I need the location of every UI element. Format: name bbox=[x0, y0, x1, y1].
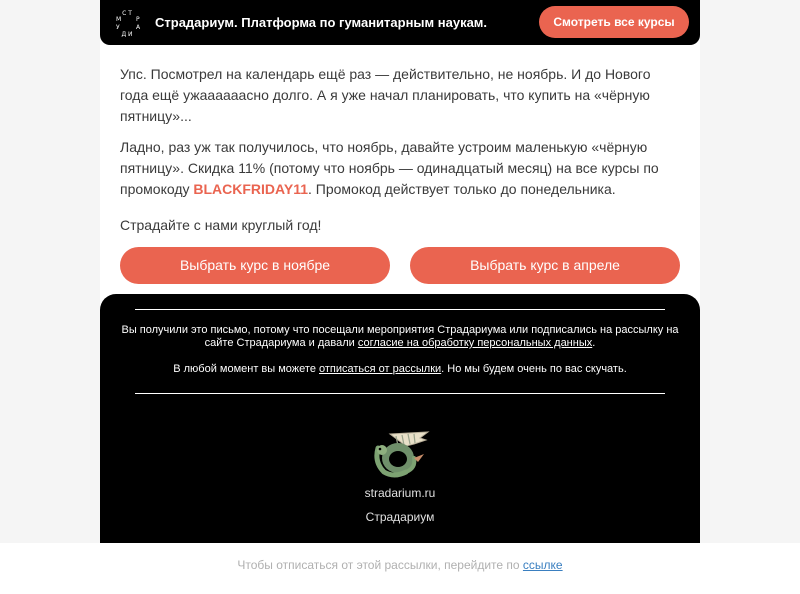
choose-course-november-button[interactable]: Выбрать курс в ноябре bbox=[120, 247, 390, 284]
paragraph-2 bbox=[120, 137, 680, 200]
email-body bbox=[120, 64, 680, 236]
svg-text:М: М bbox=[116, 16, 122, 23]
unsubscribe-notice-end: . Но мы будем очень по вас скучать. bbox=[441, 363, 627, 375]
dragon-icon bbox=[368, 428, 432, 480]
svg-text:С Т: С Т bbox=[122, 10, 132, 17]
stradarium-logo-icon[interactable] bbox=[112, 8, 142, 38]
bottom-unsubscribe-text: Чтобы отписаться от этой рассылки, перейдите по bbox=[237, 558, 523, 572]
svg-text:У: У bbox=[116, 24, 120, 31]
footer-divider bbox=[135, 309, 665, 310]
choose-course-april-button[interactable]: Выбрать курс в апреле bbox=[410, 247, 680, 284]
email-container bbox=[100, 0, 700, 543]
paragraph-2-text: Ладно, раз уж так получилось, что ноябрь, давайте устроим маленькую «чёрную пятницу». Скидка 11% (потому что ноябрь — одинадцатый месяц) на все курсы по промокоду bbox=[120, 139, 659, 197]
unsubscribe-notice bbox=[115, 363, 685, 376]
brand-title: Страдариум. Платформа по гуманитарным наукам. bbox=[155, 15, 488, 30]
paragraph-2-tail: . Промокод действует только до понедельника. bbox=[308, 181, 616, 197]
site-name: Страдариум bbox=[365, 510, 435, 524]
all-courses-button[interactable]: Смотреть все курсы bbox=[539, 6, 689, 38]
paragraph-3: Страдайте с нами круглый год! bbox=[120, 217, 322, 233]
paragraph-1: Упс. Посмотрел на календарь ещё раз — действительно, не ноябрь. И до Нового года ещё ужаааааасно долго. А я уже начал планировать, что купить на «чёрную пятницу»... bbox=[120, 66, 651, 124]
svg-text:А: А bbox=[136, 24, 141, 31]
svg-text:Д И: Д И bbox=[121, 31, 133, 38]
bottom-bar bbox=[0, 543, 800, 594]
svg-text:Р: Р bbox=[136, 16, 140, 23]
unsubscribe-notice-text: В любой момент вы можете bbox=[173, 363, 319, 375]
bottom-unsubscribe-link[interactable]: ссылке bbox=[522, 558, 563, 572]
bottom-unsubscribe bbox=[0, 558, 800, 572]
site-url[interactable]: stradarium.ru bbox=[364, 486, 436, 500]
email-header bbox=[100, 0, 700, 45]
subscription-notice-end: . bbox=[592, 337, 596, 349]
consent-link[interactable]: согласие на обработку персональных данных bbox=[357, 337, 593, 349]
footer-divider bbox=[135, 393, 665, 394]
subscription-notice-text: Вы получили это письмо, потому что посещали мероприятия Страдариума или подписались на рассылку на сайте Страдариума и давали bbox=[121, 324, 679, 349]
promo-code: BLACKFRIDAY11 bbox=[193, 181, 309, 197]
unsubscribe-link[interactable]: отписаться от рассылки bbox=[319, 363, 442, 375]
email-footer bbox=[100, 294, 700, 543]
subscription-notice bbox=[115, 324, 685, 350]
